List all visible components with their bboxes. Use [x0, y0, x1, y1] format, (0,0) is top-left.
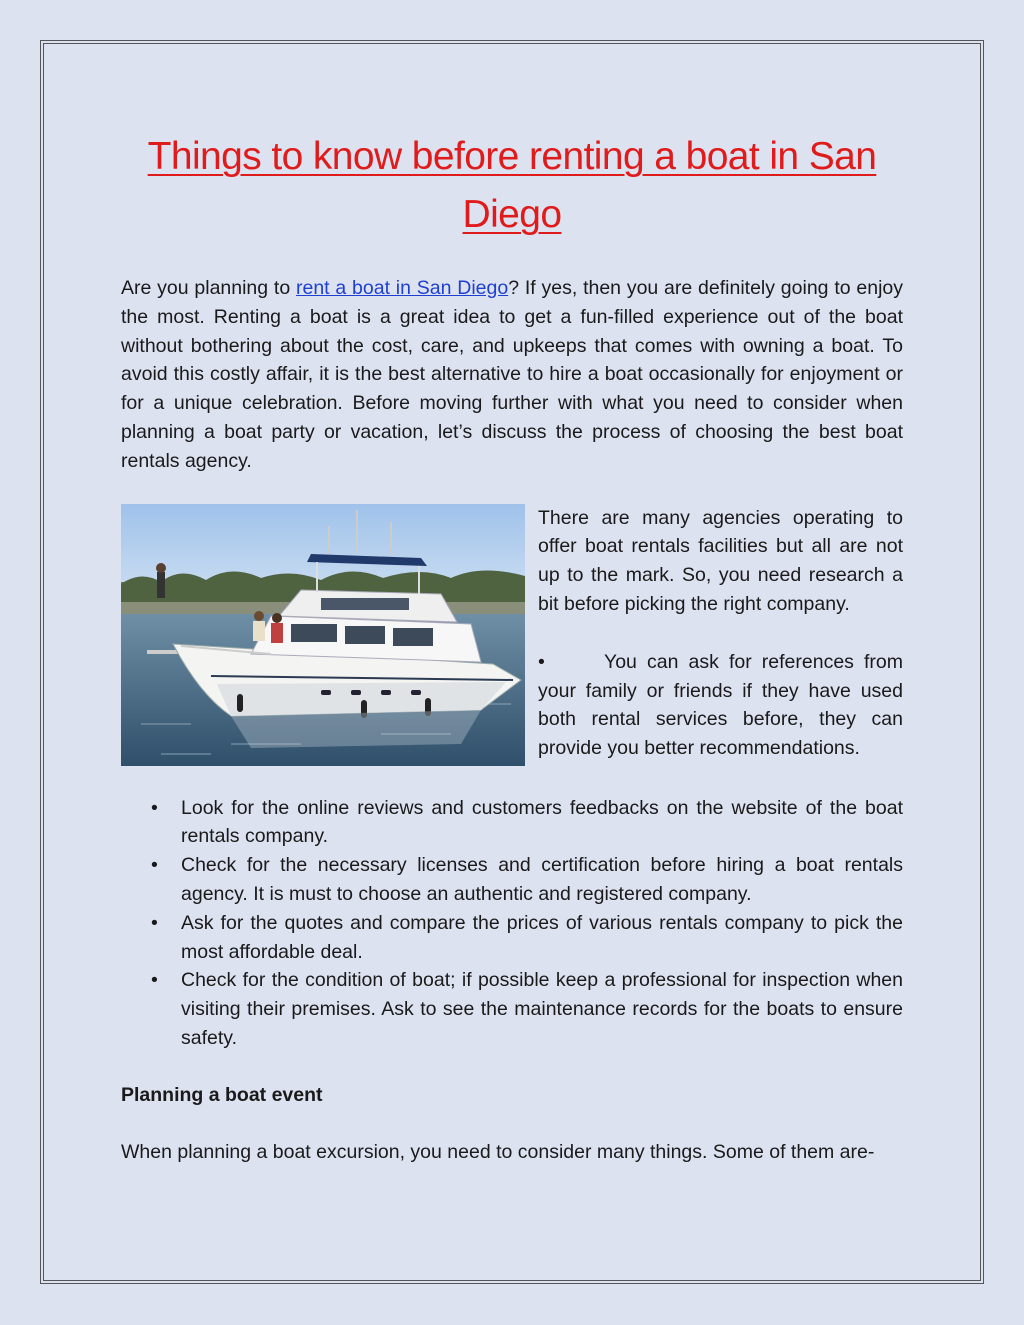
bullet-icon: •	[151, 911, 158, 934]
list-item-text: Look for the online reviews and customers feedbacks on the website of the boat rentals company.	[181, 796, 903, 848]
image-and-text-row	[121, 504, 903, 794]
intro-paragraph	[121, 274, 903, 476]
first-bullet-item	[538, 648, 903, 763]
bullet-icon: •	[151, 796, 158, 819]
list-item	[121, 851, 903, 909]
list-item	[121, 794, 903, 852]
bullet-list	[121, 794, 903, 1053]
list-item	[121, 909, 903, 967]
side-column	[538, 504, 903, 763]
list-item	[121, 966, 903, 1052]
bullet-icon: •	[151, 854, 158, 877]
closing-paragraph: When planning a boat excursion, you need to consider many things. Some of them are-	[121, 1140, 875, 1163]
first-bullet-text: You can ask for references from your family or friends if they have used both rental services before, they can provide you better recommendations.	[538, 650, 903, 760]
section-heading: Planning a boat event	[121, 1083, 323, 1106]
side-paragraph: There are many agencies operating to offer boat rentals facilities but all are not up to the mark. So, you need research a bit before picking the right company.	[538, 506, 903, 615]
list-item-text: Check for the condition of boat; if possible keep a professional for inspection when visiting their premises. Ask to see the maintenance records for the boats to ensure safety.	[181, 969, 903, 1049]
page-title: Things to know before renting a boat in San Diego	[147, 135, 877, 236]
boat-photo	[121, 504, 525, 766]
rent-boat-link[interactable]: rent a boat in San Diego	[295, 277, 509, 299]
bullet-icon: •	[538, 650, 545, 673]
document-body	[121, 128, 903, 1166]
intro-text-before: Are you planning to	[121, 277, 296, 299]
intro-text-after: ? If yes, then you are definitely going to enjoy the most. Renting a boat is a great idea to get a fun-filled experience out of the boat without bothering about the cost, care, and upkeeps that comes with owning a boat. To avoid this costly affair, it is the best alternative to hire a boat occasionally for enjoyment or for a unique celebration. Before moving further with what you need to consider when planning a boat party or vacation, let’s discuss the process of choosing the best boat rentals agency.	[121, 277, 903, 472]
bullet-icon: •	[151, 969, 158, 992]
list-item-text: Ask for the quotes and compare the prices of various rentals company to pick the most affordable deal.	[181, 911, 903, 963]
list-item-text: Check for the necessary licenses and certification before hiring a boat rentals agency. It is must to choose an authentic and registered company.	[181, 854, 903, 905]
